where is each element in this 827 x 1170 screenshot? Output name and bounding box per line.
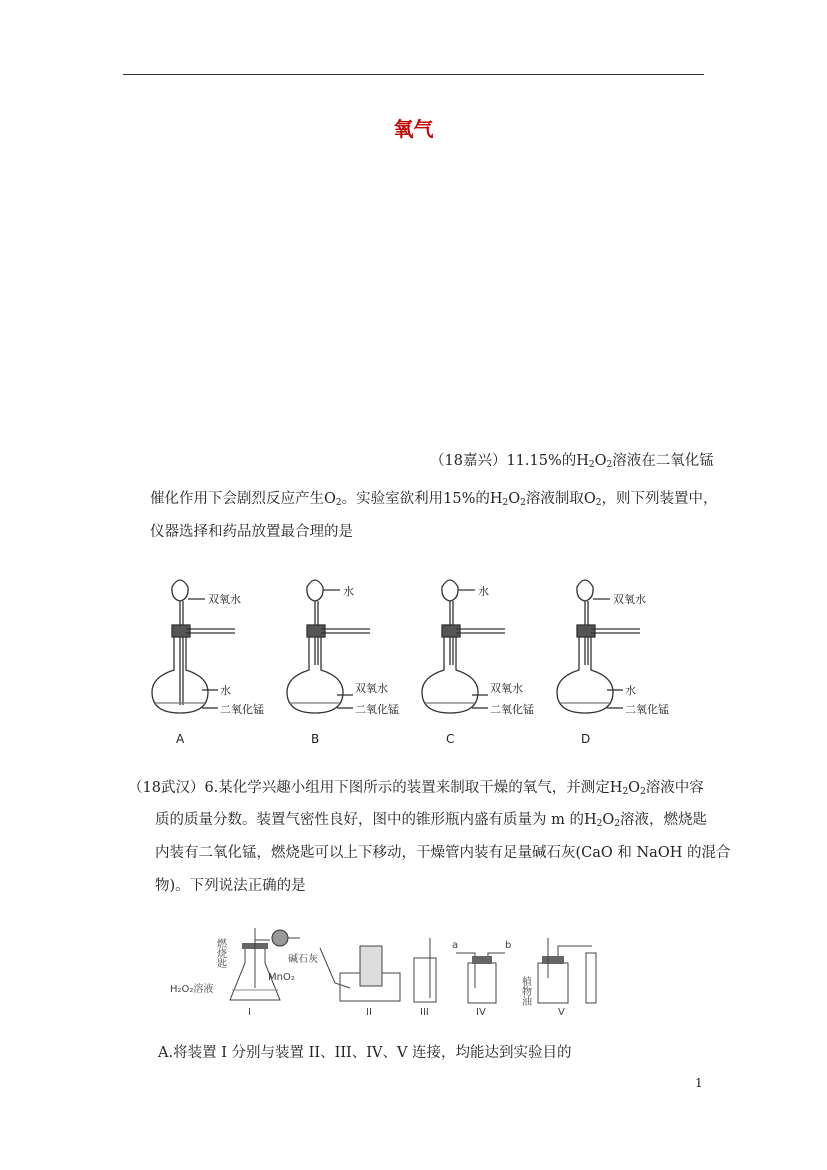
label-III: III bbox=[420, 1007, 429, 1018]
option-label-mid: 水 bbox=[220, 684, 231, 697]
label-soda: 碱石灰 bbox=[288, 954, 318, 965]
option-label-mid: 双氧水 bbox=[490, 682, 523, 695]
option-letter: D bbox=[581, 732, 591, 746]
option-label-bottom: 二氧化锰 bbox=[220, 703, 264, 716]
option-a-apparatus bbox=[152, 580, 264, 746]
option-label-mid: 双氧水 bbox=[355, 682, 388, 695]
q2-line-3: 内装有二氧化锰，燃烧匙可以上下移动，干燥管内装有足量碱石灰(CaO 和 NaOH 的混合 bbox=[155, 845, 731, 861]
q1-apparatus-figure bbox=[150, 565, 690, 750]
label-IV: IV bbox=[476, 1007, 486, 1018]
option-d-apparatus bbox=[557, 580, 669, 746]
page-title: 氧气 bbox=[393, 117, 434, 141]
option-letter: A bbox=[176, 732, 185, 746]
option-letter: C bbox=[446, 732, 455, 746]
option-label-top: 水 bbox=[478, 585, 489, 598]
label-a: a bbox=[452, 940, 459, 951]
label-b: b bbox=[505, 940, 512, 951]
q1-line-3: 仪器选择和药品放置最合理的是 bbox=[150, 524, 353, 540]
label-mno2: MnO₂ bbox=[268, 972, 295, 983]
option-b-apparatus bbox=[287, 580, 399, 746]
option-label-top: 双氧水 bbox=[613, 593, 646, 606]
label-spoon: 燃烧匙 bbox=[214, 938, 226, 968]
apparatus-III bbox=[414, 938, 436, 1018]
q2-line-4: 物)。下列说法正确的是 bbox=[155, 878, 306, 894]
apparatus-IV bbox=[452, 940, 511, 1018]
option-c-apparatus bbox=[422, 580, 534, 746]
q1-line-1: （18嘉兴）11.15%的$H_2O_2$溶液在二氧化锰 bbox=[430, 453, 714, 470]
q2-line-2: 质的质量分数。装置气密性良好，图中的锥形瓶内盛有质量为 m 的$H_2O_2$溶液，燃烧匙 bbox=[155, 812, 707, 829]
option-label-top: 双氧水 bbox=[208, 593, 241, 606]
q2-apparatus-figure bbox=[160, 918, 620, 1018]
apparatus-V bbox=[520, 938, 597, 1018]
apparatus-I bbox=[170, 928, 318, 1018]
option-label-bottom: 二氧化锰 bbox=[490, 703, 534, 716]
apparatus-II bbox=[320, 946, 400, 1018]
label-V: V bbox=[558, 1007, 565, 1018]
option-label-bottom: 二氧化锰 bbox=[625, 703, 669, 716]
label-II: II bbox=[366, 1007, 372, 1018]
q2-option-a: A.将装置 I 分别与装置 II、III、IV、V 连接，均能达到实验目的 bbox=[158, 1045, 572, 1061]
option-label-bottom: 二氧化锰 bbox=[355, 703, 399, 716]
header-rule bbox=[123, 74, 704, 75]
page-number: 1 bbox=[695, 1076, 703, 1090]
option-letter: B bbox=[311, 732, 320, 746]
option-label-mid: 水 bbox=[625, 684, 636, 697]
label-I: I bbox=[248, 1007, 251, 1018]
label-oil: 植物油 bbox=[519, 976, 531, 1006]
option-label-top: 水 bbox=[343, 585, 354, 598]
label-h2o2: H₂O₂溶液 bbox=[170, 984, 214, 995]
q2-line-1: （18武汉）6.某化学兴趣小组用下图所示的装置来制取干燥的氧气，并测定$H_2O_2$溶液中容 bbox=[128, 780, 704, 797]
q1-line-2: 催化作用下会剧烈反应产生$O_2$。实验室欲利用15%的$H_2O_2$溶液制取$O_2$，则下列装置中， bbox=[150, 491, 718, 508]
